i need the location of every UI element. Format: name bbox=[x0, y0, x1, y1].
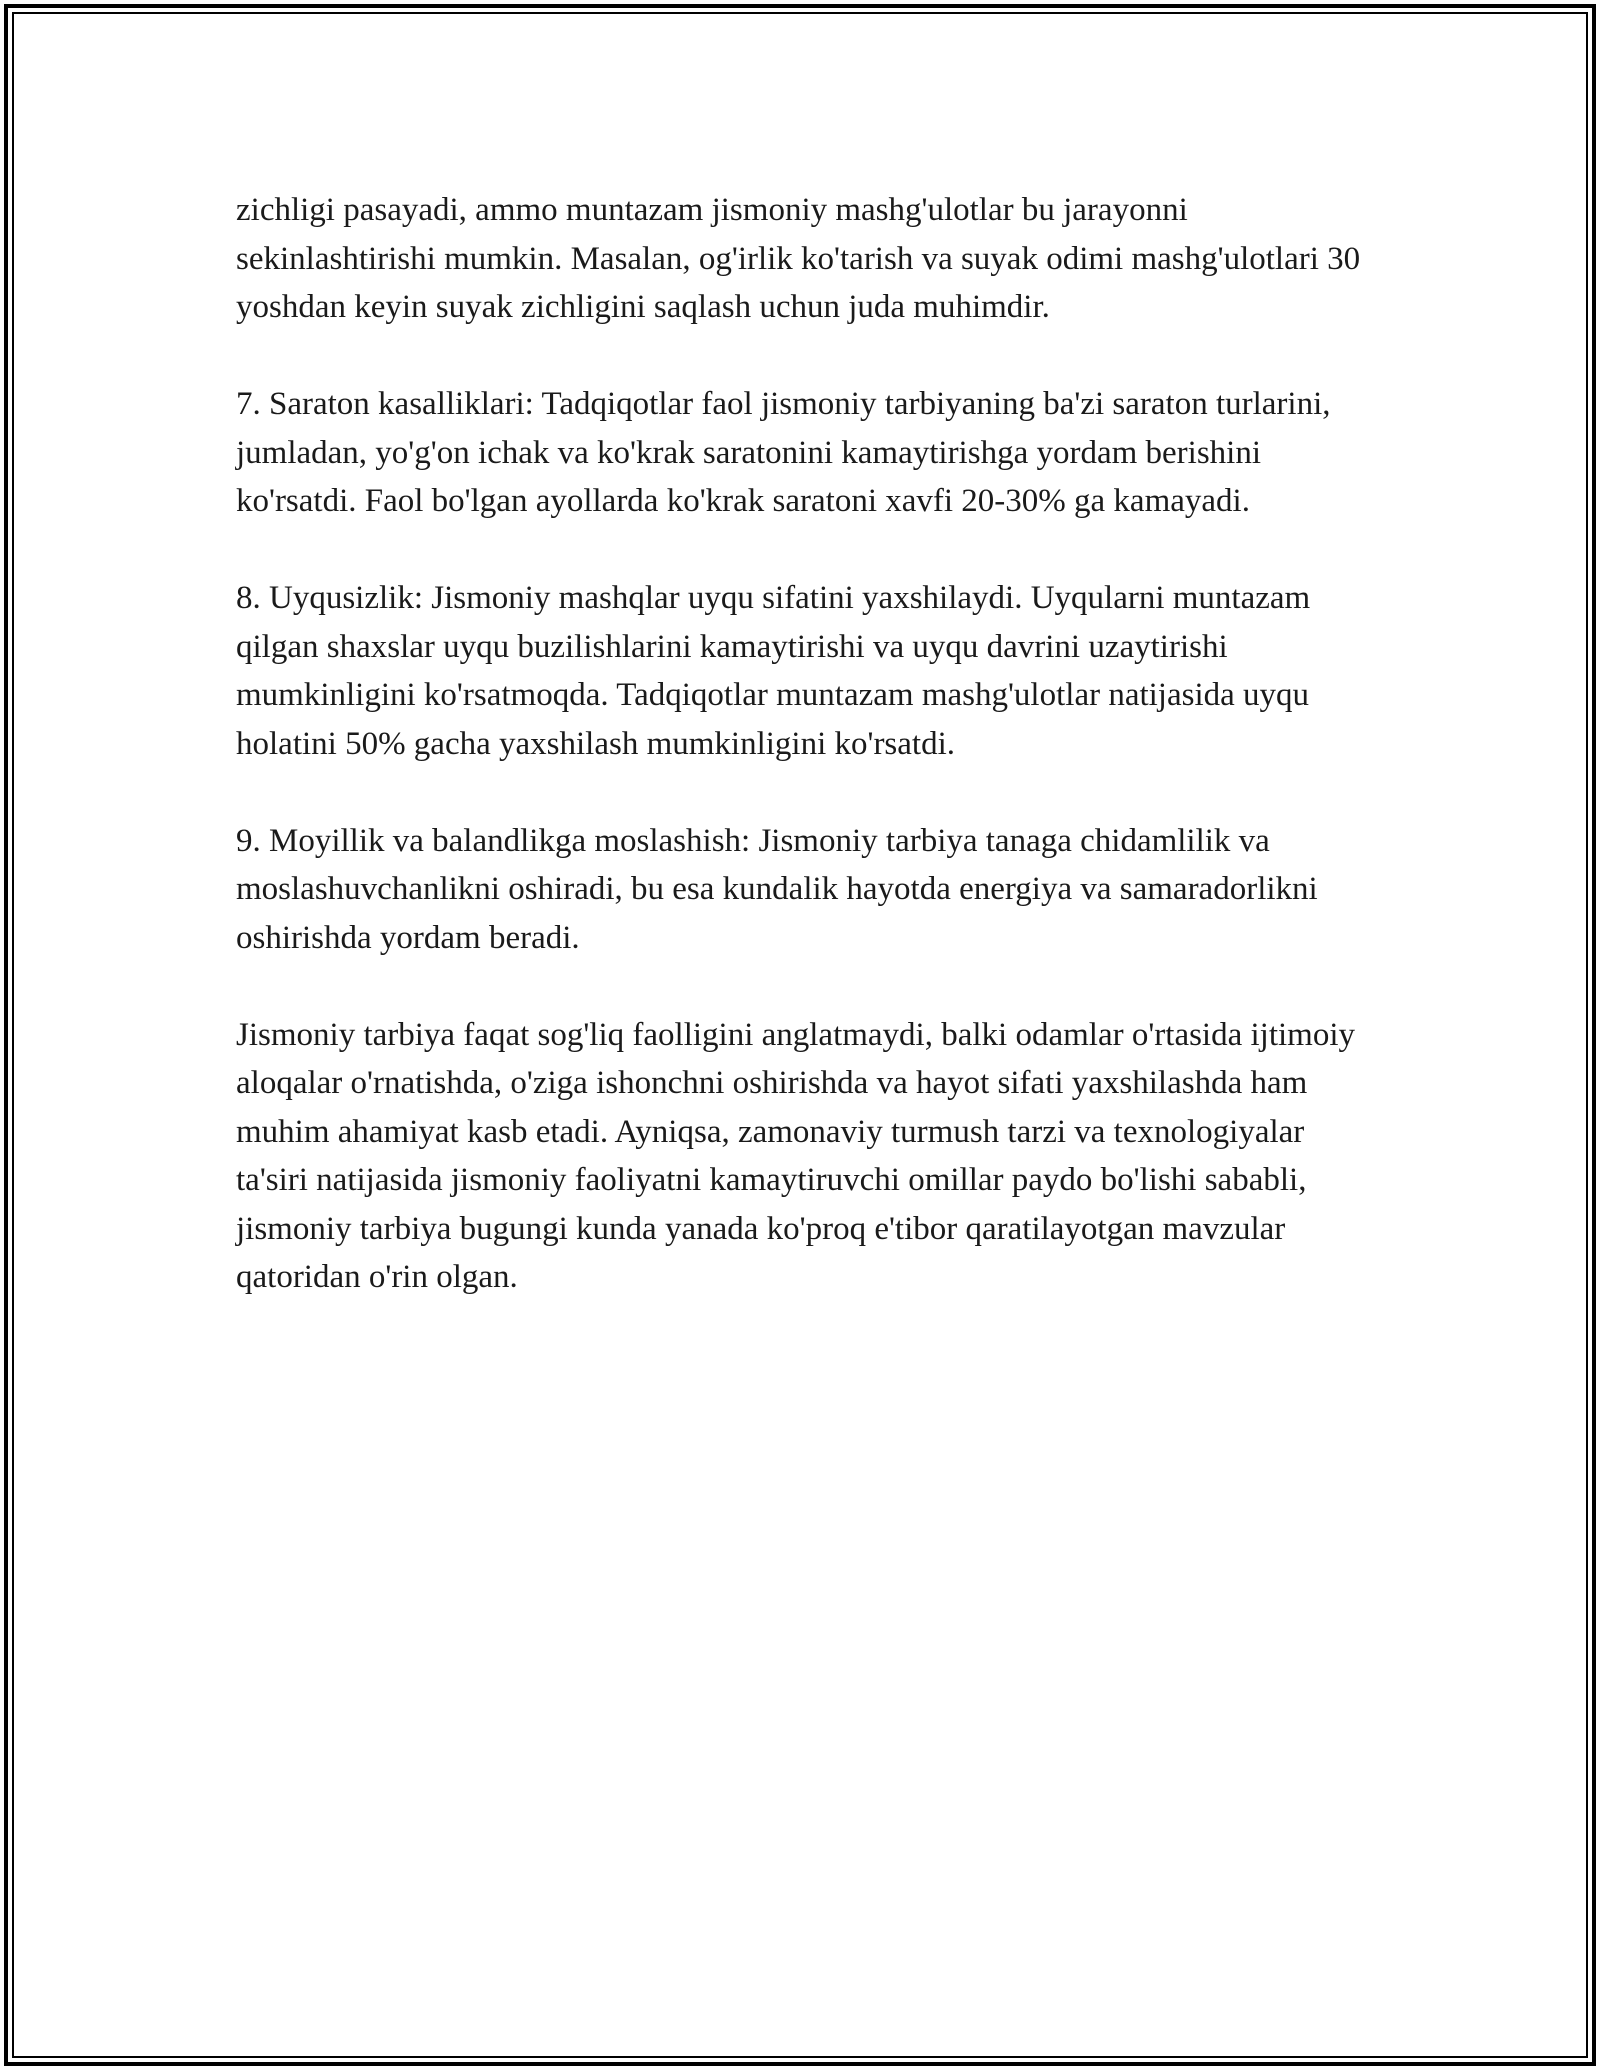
paragraph-cancer: 7. Saraton kasalliklari: Tadqiqotlar faol jismoniy tarbiyaning ba'zi saraton turlarini, jumladan, yo'g'on ichak va ko'krak saratonini kamaytirishga yordam berishini ko'rsatdi. Faol bo'lgan ayollarda ko'krak saratoni xavfi 20-30% ga kamayadi. bbox=[236, 386, 1331, 519]
document-body bbox=[236, 186, 1376, 1350]
paragraph-adaptation: 9. Moyillik va balandlikga moslashish: Jismoniy tarbiya tanaga chidamlilik va moslashuvchanlikni oshiradi, bu esa kundalik hayotda energiya va samaradorlikni oshirishda yordam beradi. bbox=[236, 822, 1318, 956]
paragraph-conclusion: Jismoniy tarbiya faqat sog'liq faolligini anglatmaydi, balki odamlar o'rtasida ijtimoiy aloqalar o'rnatishda, o'ziga ishonchni oshirishda va hayot sifati yaxshilashda ham muhim ahamiyat kasb etadi. Ayniqsa, zamonaviy turmush tarzi va texnologiyalar ta'siri natijasida jismoniy faoliyatni kamaytiruvchi omillar paydo bo'lishi sababli, jismoniy tarbiya bugungi kunda yanada ko'proq e'tibor qaratilayotgan mavzular qatoridan o'rin olgan. bbox=[236, 1016, 1356, 1295]
paragraph-bone-density: zichligi pasayadi, ammo muntazam jismoniy mashg'ulotlar bu jarayonni sekinlashtirishi mumkin. Masalan, og'irlik ko'tarish va suyak odimi mashg'ulotlari 30 yoshdan keyin suyak zichligini saqlash uchun juda muhimdir. bbox=[236, 192, 1361, 325]
paragraph-insomnia: 8. Uyqusizlik: Jismoniy mashqlar uyqu sifatini yaxshilaydi. Uyqularni muntazam qilgan shaxslar uyqu buzilishlarini kamaytirishi va uyqu davrini uzaytirishi mumkinligini ko'rsatmoqda. Tadqiqotlar muntazam mashg'ulotlar natijasida uyqu holatini 50% gacha yaxshilash mumkinligini ko'rsatdi. bbox=[236, 580, 1311, 762]
